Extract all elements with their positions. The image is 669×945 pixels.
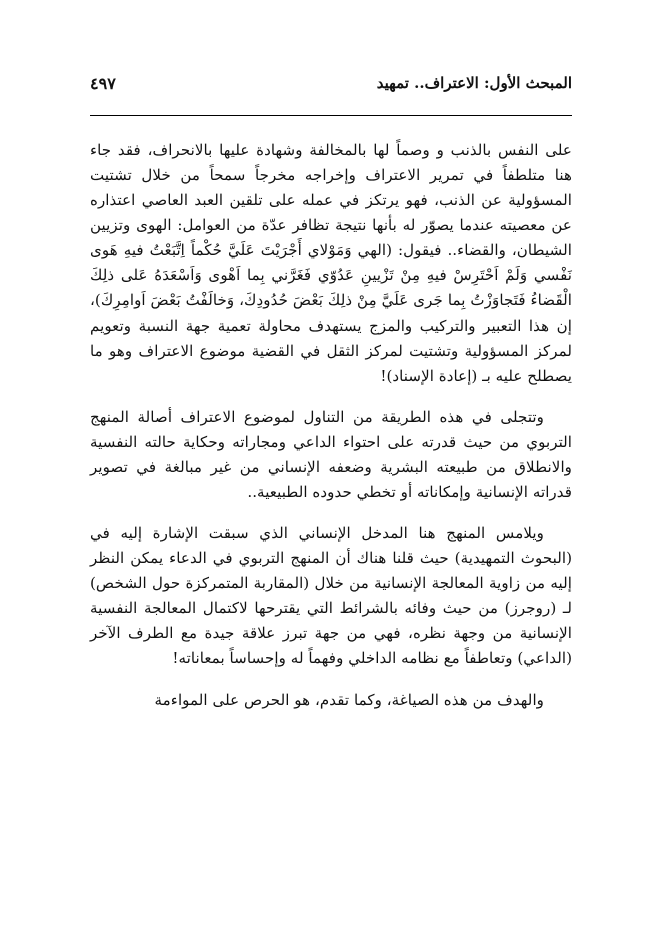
paragraph: وتتجلى في هذه الطريقة من التناول لموضوع الاعتراف أصالة المنهج التربوي من حيث قدرته على احتواء الداعي ومجاراته وحكاية حالته النفسية والانطلاق من طبيعته البشرية وضعفه الإنساني من غير مبالغة في تصوير قدراته الإنسانية وإمكاناته أو تخطي حدوده الطبيعية..	[90, 407, 572, 502]
paragraph: والهدف من هذه الصياغة، وكما تقدم، هو الحرص على المواءمة	[154, 690, 544, 709]
header-divider	[90, 115, 572, 116]
running-title: المبحث الأول: الاعتراف.. تمهيد	[376, 74, 572, 92]
page-header	[90, 74, 572, 104]
paragraph: على النفس بالذنب و وصماً لها بالمخالفة وشهادة عليها بالانحراف، فقد جاء هنا متلطفاً في تمرير الاعتراف وإخراجه مخرجاً سمحاً من خلال تشتيت المسؤولية عن الذنب، فهو يرتكز في عمله على تلقين العبد العاصي اعتذاره عن معصيته عندما يصوّر له بأنها نتيجة تظافر عدّة من العوامل: الهوى وتزيين الشيطان، والقضاء.. فيقول: (الهي وَمَوْلاي أَجْرَيْتَ عَلَيَّ حُكْماً اِتَّبَعْتُ فيهِ هَوى نَفْسي وَلَمْ اَحْتَرِسْ فيهِ مِنْ تَزْيينِ عَدُوّي فَغَرَّني بِما اَهْوى وَاَسْعَدَهُ عَلى ذلِكَ الْقَضاءُ فَتَجاوَزْتُ بِما جَرى عَلَيَّ مِنْ ذلِكَ بَعْضَ حُدُودِكَ، وَخالَفْتُ بَعْضَ اَوامِرِكَ)، إن هذا التعبير والتركيب والمزج يستهدف محاولة تعمية جهة النسبة وتعويم لمركز المسؤولية وتشتيت لمركز الثقل في القضية موضوع الاعتراف وهو ما يصطلح عليه بـ (إعادة الإسناد)!	[90, 141, 572, 385]
page-number: ٤٩٧	[90, 74, 116, 93]
paragraph: ويلامس المنهج هنا المدخل الإنساني الذي سبقت الإشارة إليه في (البحوث التمهيدية) حيث قلنا هناك أن المنهج التربوي في الدعاء يمكن النظر إليه من زاوية المعالجة الإنسانية من خلال (المقاربة المتمركزة حول الشخص) لـ (روجرز) من حيث وفائه بالشرائط التي يقترحها لاكتمال المعالجة النفسية الإنسانية من وجهة نظره، فهي من جهة تبرز علاقة جيدة مع الطرف الآخر (الداعي) وتعاطفاً مع نظامه الداخلي وفهماً له وإحساساً بمعاناته!	[90, 524, 572, 668]
page-body	[90, 138, 572, 729]
